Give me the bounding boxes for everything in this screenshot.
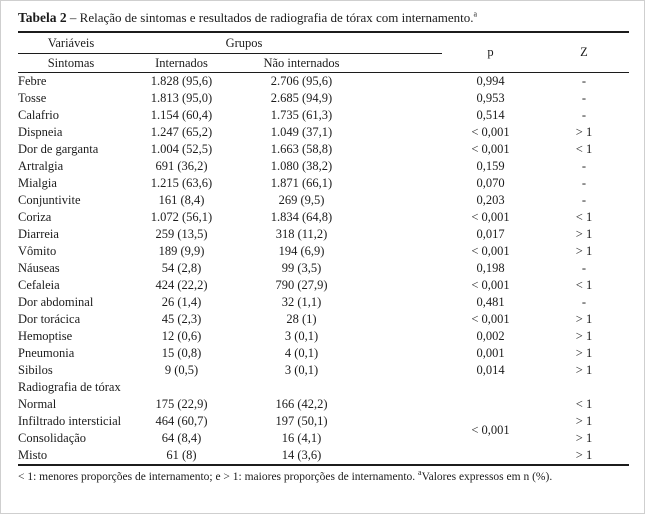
p-value: 0,198 <box>476 261 505 275</box>
table-row <box>18 362 629 379</box>
internados-value: 691 (36,2) <box>155 159 208 173</box>
spacer-cell <box>364 396 442 413</box>
p-value: 0,159 <box>476 159 505 173</box>
z-value: - <box>581 295 587 309</box>
z-value: < 1 <box>575 210 593 224</box>
spacer-cell <box>364 226 442 243</box>
spacer-cell <box>364 294 442 311</box>
symptom-label: Diarreia <box>18 227 59 241</box>
header-nao-internados: Não internados <box>239 54 364 73</box>
p-value: < 0,001 <box>471 125 510 139</box>
nao-internados-value: 3 (0,1) <box>284 329 319 343</box>
table-title-text: – Relação de sintomas e resultados de radiografia de tórax com internamento. <box>66 10 474 25</box>
symptom-label: Mialgia <box>18 176 57 190</box>
table-body <box>18 73 629 466</box>
internados-value: 12 (0,6) <box>161 329 202 343</box>
nao-internados-value: 4 (0,1) <box>284 346 319 360</box>
table-row <box>18 226 629 243</box>
spacer-cell <box>364 260 442 277</box>
internados-value: 259 (13,5) <box>155 227 208 241</box>
symptom-label: Consolidação <box>18 431 87 445</box>
table-row <box>18 243 629 260</box>
z-value: < 1 <box>575 278 593 292</box>
spacer-cell <box>364 124 442 141</box>
p-value: < 0,001 <box>471 210 510 224</box>
symptom-label: Hemoptise <box>18 329 73 343</box>
table-header <box>18 32 629 73</box>
spacer-cell <box>364 277 442 294</box>
spacer-cell <box>364 141 442 158</box>
symptom-label: Artralgia <box>18 159 64 173</box>
nao-internados-value: 166 (42,2) <box>275 397 328 411</box>
internados-value: 1.154 (60,4) <box>150 108 213 122</box>
z-value: - <box>581 74 587 88</box>
symptom-label: Calafrio <box>18 108 59 122</box>
internados-value: 15 (0,8) <box>161 346 202 360</box>
z-value: > 1 <box>575 329 593 343</box>
symptom-label: Cefaleia <box>18 278 60 292</box>
nao-internados-value: 14 (3,6) <box>281 448 322 462</box>
internados-value: 161 (8,4) <box>158 193 205 207</box>
spacer-cell <box>364 107 442 124</box>
section-label: Radiografia de tórax <box>18 380 121 394</box>
nao-internados-value: 1.049 (37,1) <box>270 125 333 139</box>
p-value: 0,953 <box>476 91 505 105</box>
internados-value: 1.004 (52,5) <box>150 142 213 156</box>
internados-value: 45 (2,3) <box>161 312 202 326</box>
table-row <box>18 175 629 192</box>
spacer-cell <box>364 158 442 175</box>
table-row <box>18 192 629 209</box>
z-value: < 1 <box>575 142 593 156</box>
internados-value: 26 (1,4) <box>161 295 202 309</box>
z-value: > 1 <box>575 227 593 241</box>
spacer-cell <box>364 430 442 447</box>
table-title-footnote-marker: a <box>473 9 478 19</box>
footnote-legend: < 1: menores proporções de internamento; e > 1: maiores proporções de internamento. <box>18 471 419 483</box>
internados-value: 1.247 (65,2) <box>150 125 213 139</box>
spacer-cell <box>364 175 442 192</box>
spacer-cell <box>364 192 442 209</box>
p-value-grouped: < 0,001 <box>471 422 510 437</box>
internados-value: 175 (22,9) <box>155 397 208 411</box>
z-value: > 1 <box>575 312 593 326</box>
nao-internados-value: 1.735 (61,3) <box>270 108 333 122</box>
p-value: < 0,001 <box>471 278 510 292</box>
nao-internados-value: 194 (6,9) <box>278 244 325 258</box>
empty-cell <box>124 379 629 396</box>
symptom-label: Misto <box>18 448 48 462</box>
spacer-cell <box>364 243 442 260</box>
spacer-cell <box>364 311 442 328</box>
z-value: > 1 <box>575 414 593 428</box>
p-value: 0,017 <box>476 227 505 241</box>
nao-internados-value: 28 (1) <box>286 312 317 326</box>
internados-value: 61 (8) <box>166 448 197 462</box>
internados-value: 424 (22,2) <box>155 278 208 292</box>
nao-internados-value: 1.080 (38,2) <box>270 159 333 173</box>
table-row <box>18 277 629 294</box>
nao-internados-value: 318 (11,2) <box>275 227 328 241</box>
table-row <box>18 396 629 413</box>
internados-value: 54 (2,8) <box>161 261 202 275</box>
header-sintomas: Sintomas <box>18 54 124 73</box>
table-row <box>18 328 629 345</box>
spacer-cell <box>364 447 442 465</box>
nao-internados-value: 790 (27,9) <box>275 278 328 292</box>
table-row <box>18 73 629 91</box>
z-value: > 1 <box>575 346 593 360</box>
symptom-label: Dispneia <box>18 125 63 139</box>
symptom-label: Pneumonia <box>18 346 75 360</box>
nao-internados-value: 197 (50,1) <box>275 414 328 428</box>
nao-internados-value: 2.706 (95,6) <box>270 74 333 88</box>
symptom-label: Vômito <box>18 244 57 258</box>
nao-internados-value: 269 (9,5) <box>278 193 325 207</box>
table-row <box>18 209 629 226</box>
nao-internados-value: 1.871 (66,1) <box>270 176 333 190</box>
table-row <box>18 294 629 311</box>
p-value: 0,014 <box>476 363 505 377</box>
symptom-label: Dor de garganta <box>18 142 99 156</box>
footnote-values-note: Valores expressos em n (%). <box>421 471 553 483</box>
p-value: < 0,001 <box>471 312 510 326</box>
table-row <box>18 158 629 175</box>
spacer-cell <box>364 73 442 91</box>
z-value: > 1 <box>575 431 593 445</box>
spacer-cell <box>364 90 442 107</box>
table-footnote <box>18 470 627 484</box>
p-value: 0,481 <box>476 295 505 309</box>
spacer-cell <box>364 413 442 430</box>
nao-internados-value: 16 (4,1) <box>281 431 322 445</box>
table-title <box>18 10 627 26</box>
internados-value: 1.828 (95,6) <box>150 74 213 88</box>
symptom-label: Dor torácica <box>18 312 81 326</box>
header-row-groups <box>18 32 629 54</box>
p-value: 0,070 <box>476 176 505 190</box>
z-value: - <box>581 108 587 122</box>
z-value: > 1 <box>575 448 593 462</box>
header-z: Z <box>539 32 629 73</box>
z-value: - <box>581 261 587 275</box>
table-row <box>18 107 629 124</box>
symptom-label: Infiltrado intersticial <box>18 414 122 428</box>
internados-value: 1.215 (63,6) <box>150 176 213 190</box>
symptom-label: Dor abdominal <box>18 295 94 309</box>
header-spacer <box>364 54 442 73</box>
spacer-cell <box>364 209 442 226</box>
nao-internados-value: 32 (1,1) <box>281 295 322 309</box>
z-value: - <box>581 159 587 173</box>
symptom-label: Conjuntivite <box>18 193 81 207</box>
symptom-label: Coriza <box>18 210 52 224</box>
internados-value: 464 (60,7) <box>155 414 208 428</box>
header-internados: Internados <box>124 54 239 73</box>
header-grupos: Grupos <box>124 32 364 54</box>
symptom-label: Náuseas <box>18 261 60 275</box>
symptom-label: Febre <box>18 74 47 88</box>
table-row <box>18 345 629 362</box>
p-value: < 0,001 <box>471 142 510 156</box>
spacer-cell <box>364 345 442 362</box>
p-value: 0,001 <box>476 346 505 360</box>
internados-value: 189 (9,9) <box>158 244 205 258</box>
table-number-label: Tabela 2 <box>18 10 67 25</box>
p-value: 0,002 <box>476 329 505 343</box>
nao-internados-value: 99 (3,5) <box>281 261 322 275</box>
header-variaveis: Variáveis <box>18 32 124 54</box>
p-value: 0,994 <box>476 74 505 88</box>
footnote-marker: a <box>418 468 422 478</box>
spacer-cell <box>364 328 442 345</box>
symptom-label: Tosse <box>18 91 47 105</box>
internados-value: 1.072 (56,1) <box>150 210 213 224</box>
z-value: - <box>581 193 587 207</box>
z-value: > 1 <box>575 125 593 139</box>
nao-internados-value: 1.663 (58,8) <box>270 142 333 156</box>
p-value: 0,514 <box>476 108 505 122</box>
z-value: - <box>581 91 587 105</box>
results-table <box>18 31 629 466</box>
nao-internados-value: 2.685 (94,9) <box>270 91 333 105</box>
table-row <box>18 124 629 141</box>
table-row <box>18 90 629 107</box>
table-row <box>18 260 629 277</box>
symptom-label: Sibilos <box>18 363 53 377</box>
section-row <box>18 379 629 396</box>
internados-value: 64 (8,4) <box>161 431 202 445</box>
internados-value: 1.813 (95,0) <box>150 91 213 105</box>
z-value: < 1 <box>575 397 593 411</box>
internados-value: 9 (0,5) <box>164 363 199 377</box>
table-row <box>18 141 629 158</box>
table-row <box>18 311 629 328</box>
nao-internados-value: 1.834 (64,8) <box>270 210 333 224</box>
header-p: p <box>442 32 539 73</box>
z-value: > 1 <box>575 363 593 377</box>
p-value: 0,203 <box>476 193 505 207</box>
z-value: > 1 <box>575 244 593 258</box>
z-value: - <box>581 176 587 190</box>
spacer-cell <box>364 362 442 379</box>
symptom-label: Normal <box>18 397 57 411</box>
nao-internados-value: 3 (0,1) <box>284 363 319 377</box>
header-spacer <box>364 32 442 54</box>
p-value: < 0,001 <box>471 244 510 258</box>
